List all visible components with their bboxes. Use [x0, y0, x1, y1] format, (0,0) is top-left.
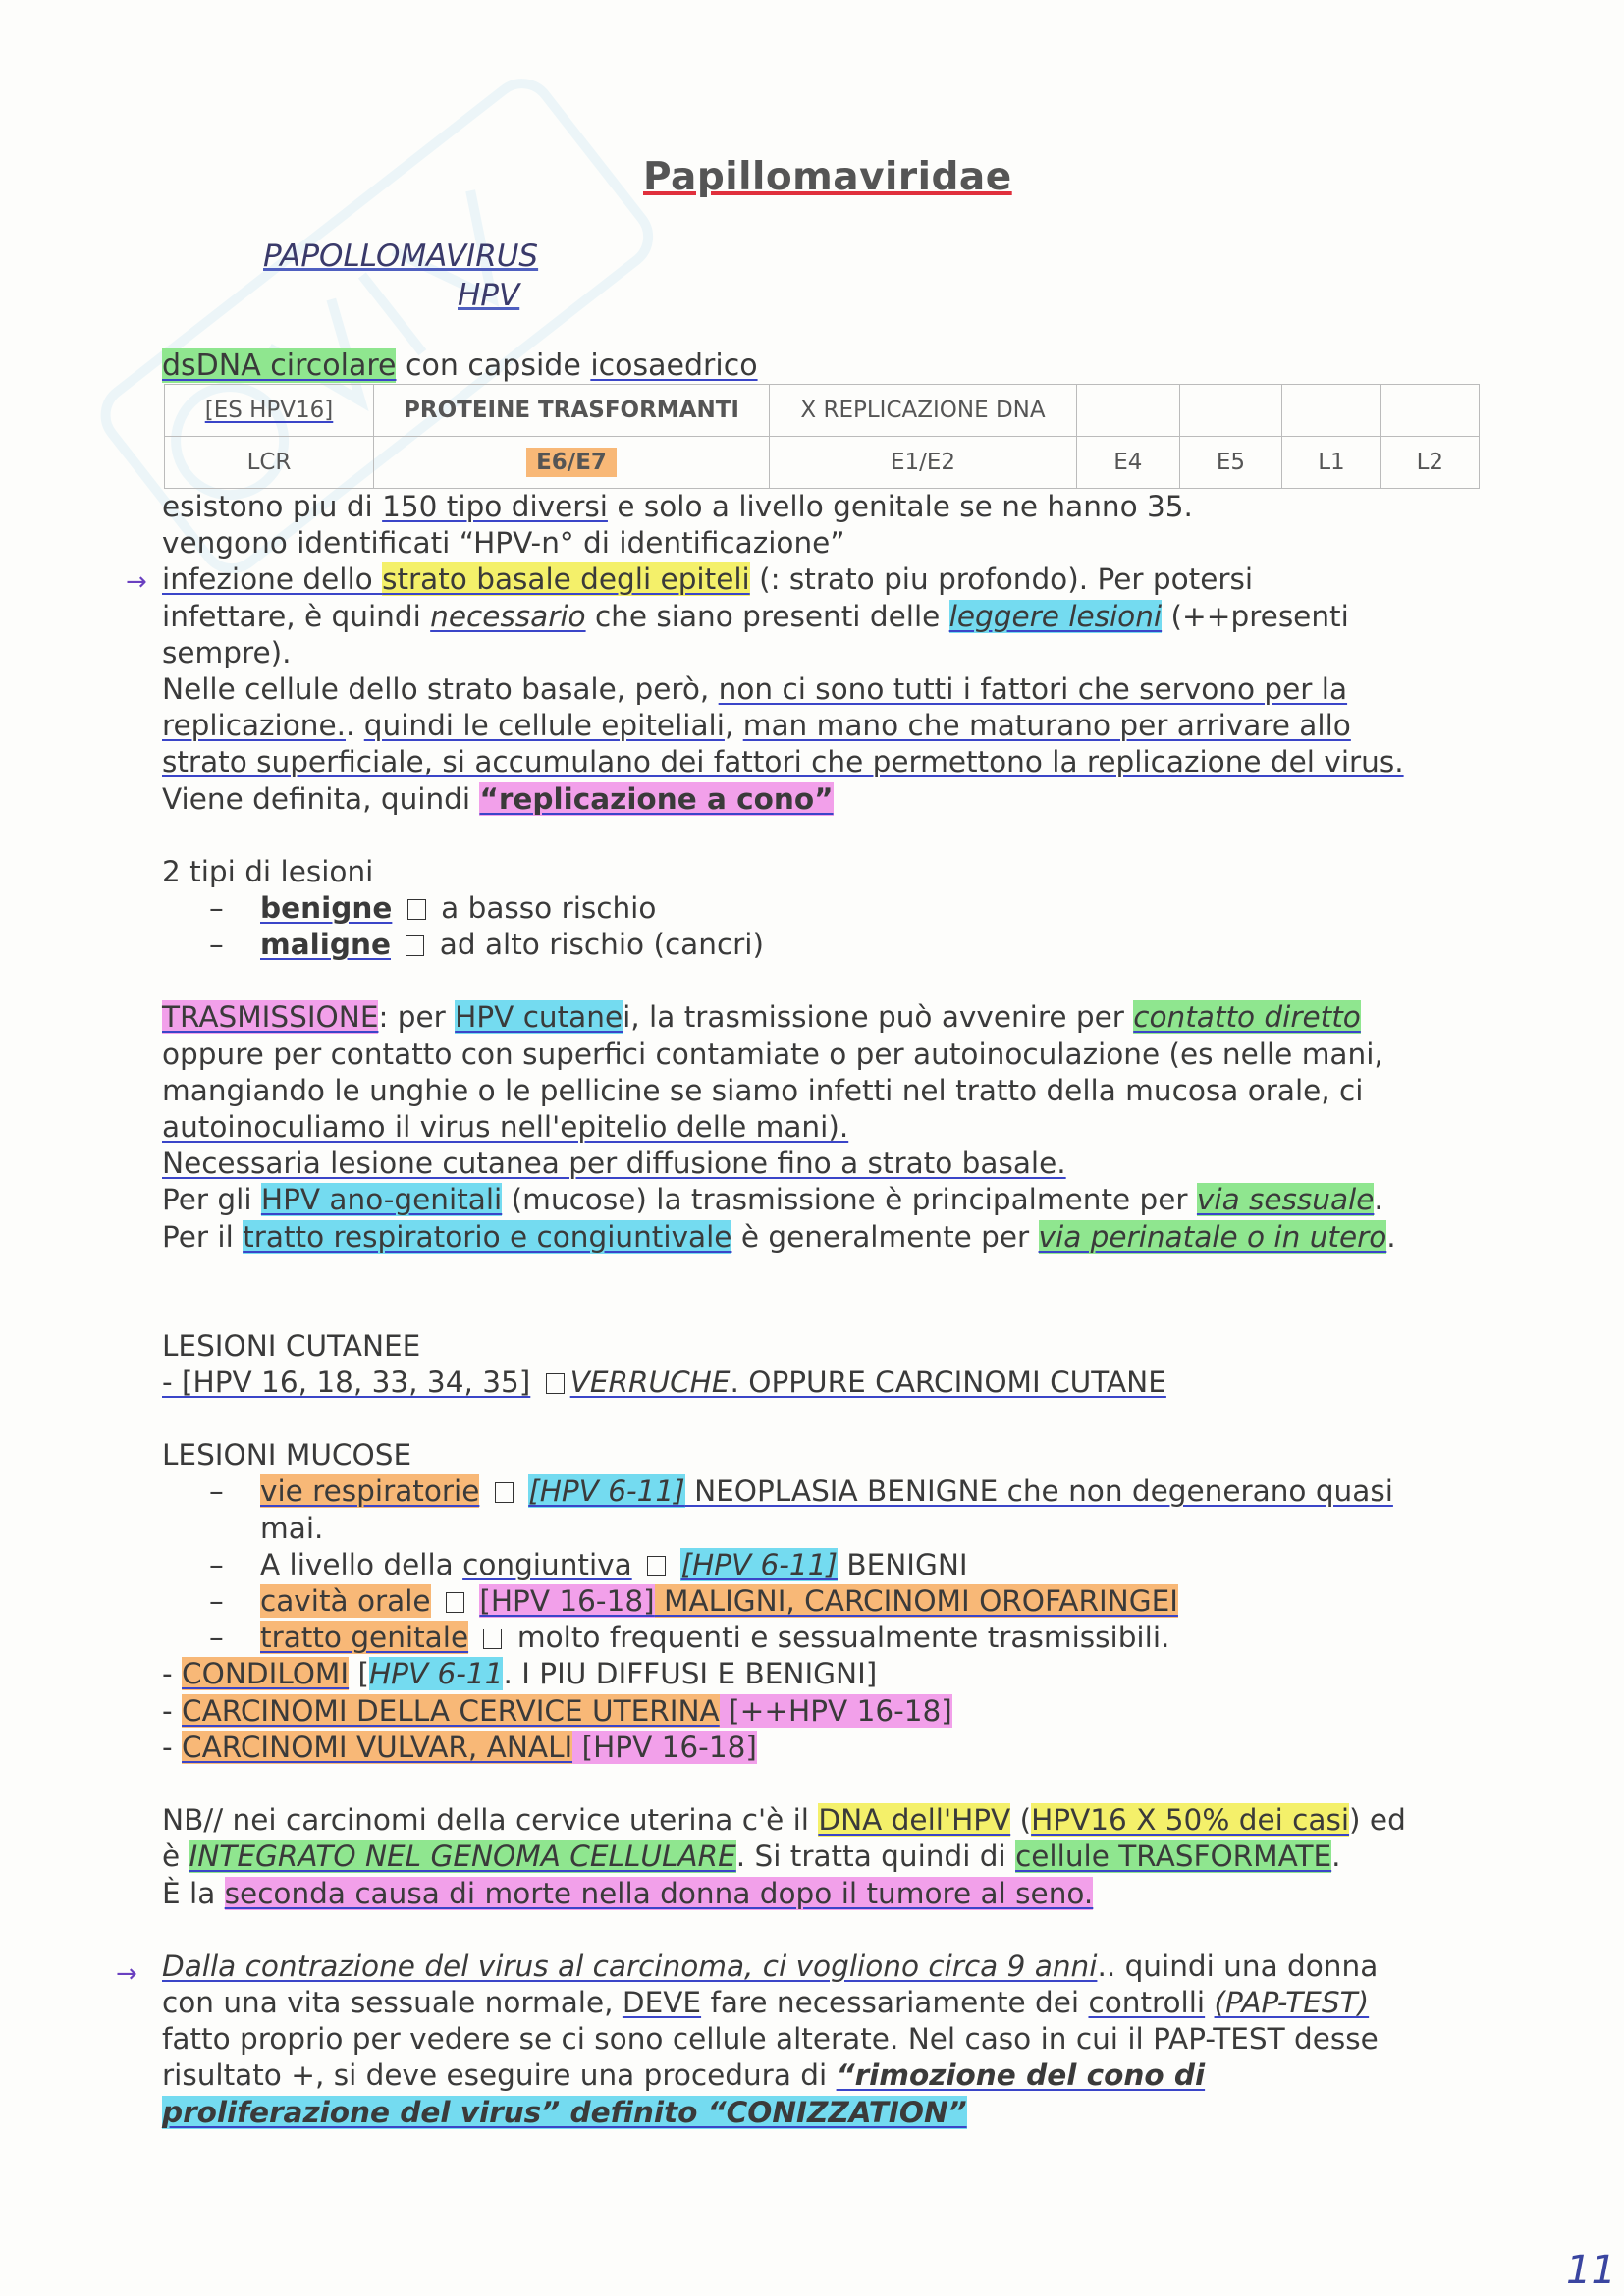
para-infection: infezione dello strato basale degli epiteli (: strato piu profondo). Per potersi	[162, 562, 1254, 597]
para-transmission: TRASMISSIONE: per HPV cutanei, la trasmissione può avvenire per contatto diretto	[162, 1000, 1361, 1035]
table-cell	[1077, 385, 1180, 437]
cutaneous-line: - [HPV 16, 18, 33, 34, 35] VERRUCHE. OPPURE CARCINOMI CUTANE	[162, 1365, 1166, 1400]
table-cell: PROTEINE TRASFORMANTI	[374, 385, 770, 437]
list-item: – A livello della congiuntiva [HPV 6-11] BENIGNI	[209, 1547, 968, 1581]
table-cell	[1380, 385, 1479, 437]
table-cell	[1282, 385, 1380, 437]
arrow-icon: →	[116, 1959, 137, 1989]
para-basal: Nelle cellule dello strato basale, però, non ci sono tutti i fattori che servono per la	[162, 672, 1348, 707]
list-item: – tratto genitale molto frequenti e sessualmente trasmissibili.	[209, 1621, 1170, 1655]
table-cell: X REPLICAZIONE DNA	[770, 385, 1077, 437]
intro-mid: con capside	[396, 348, 591, 383]
mucosal-heading: LESIONI MUCOSE	[162, 1438, 412, 1472]
lesions-heading: 2 tipi di lesioni	[162, 854, 374, 888]
table-cell: L2	[1380, 437, 1479, 489]
page-title: Papillomaviridae	[643, 155, 1012, 199]
virus-abbr: HPV	[458, 278, 520, 313]
table-row	[165, 385, 1480, 437]
page-number: 11	[1566, 2248, 1616, 2293]
table-cell: E1/E2	[770, 437, 1077, 489]
intro-icos: icosaedrico	[590, 348, 758, 383]
para-final: Dalla contrazione del virus al carcinoma, ci vogliono circa 9 anni.. quindi una donna	[162, 1949, 1379, 1983]
table-cell: LCR	[165, 437, 374, 489]
list-item: – vie respiratorie [HPV 6-11] NEOPLASIA BENIGNE che non degenerano quasi	[209, 1474, 1393, 1509]
para-types: esistono piu di 150 tipo diversi e solo a livello genitale se ne hanno 35.	[162, 490, 1193, 523]
notes-body: esistono piu di 150 tipo diversi e solo a livello genitale se ne hanno 35. vengono identificati “HPV-n° di identificazione” infezione dello strato basale degli epiteli (: strato piu profondo). Per potersi infettare, è quindi necessario che siano presenti delle leggere lesioni (++presenti sempre). Nelle cellule dello strato basale, però, non ci sono tutti i fattori che servono per la replicazione.. quindi le cellule epiteliali, man mano che maturano per arrivare allo strato superficiale, si accumulano dei fattori che permettono la replicazione del virus. Viene definita, quindi “replicazione a cono” 2 tipi di lesioni – benigne a basso rischio – maligne ad alto rischio (cancri) TRASMISSIONE: per HPV cutanei, la trasmissione può avvenire per contatto diretto oppure per contatto con superfici contamiate o per autoinoculazione (es nelle mani, mangiando le unghie o le pellicine se siamo infetti nel tratto della mucosa orale, ci autoinoculiamo il virus nell'epitelio delle mani). Necessaria lesione cutanea per diffusione fino a strato basale. Per gli HPV ano-genitali (mucose) la trasmissione è principalmente per via sessuale. Per il tratto respiratorio e congiuntivale è generalmente per via perinatale o in utero. LESIONI CUTANEE - [HPV 16, 18, 33, 34, 35] VERRUCHE. OPPURE CARCINOMI CUTANE LESIONI MUCOSE – vie respiratorie [HPV 6-11] NEOPLASIA BENIGNE che non degenerano quasi mai. – A livello della congiuntiva [HPV 6-11] BENIGNI – cavità orale [HPV 16-18] MALIGNI, CARCINOMI OROFARINGEI – tratto genitale molto frequenti e sessualmente trasmissibili. - CONDILOMI [HPV 6-11. I PIU DIFFUSI E BENIGNI] - CARCINOMI DELLA CERVICE UTERINA [++HPV 16-18] - CARCINOMI VULVAR, ANALI [HPV 16-18] NB// nei carcinomi della cervice uterina c'è il DNA dell'HPV (HPV16 X 50% dei casi) ed è INTEGRATO NEL GENOMA CELLULARE. Si tratta quindi di cellule TRASFORMATE. È la seconda causa di morte nella donna dopo il tumore al seno. Dalla contrazione del virus al carcinoma, ci vogliono circa 9 anni.. quindi una donna con una vita sessuale normale, DEVE fare necessariamente dei controlli (PAP-TEST) fatto proprio per vedere se ci sono cellule alterate. Nel caso in cui il PAP-TEST desse risultato +, si deve eseguire una procedura di “rimozione del cono di proliferazione del virus” definito “CONIZZATION”	[162, 489, 1497, 2131]
table-cell: [ES HPV16]	[165, 385, 374, 437]
table-cell: L1	[1282, 437, 1380, 489]
genus-name: PAPOLLOMAVIRUS	[263, 239, 539, 274]
table-row	[165, 437, 1480, 489]
arrow-icon: →	[126, 567, 147, 597]
table-cell: E5	[1179, 437, 1282, 489]
table-cell: E6/E7	[374, 437, 770, 489]
cutaneous-heading: LESIONI CUTANEE	[162, 1328, 421, 1362]
list-item: – maligne ad alto rischio (cancri)	[209, 928, 765, 962]
replicazione-cono: “replicazione a cono”	[479, 781, 834, 816]
intro-line	[162, 348, 758, 383]
genome-table	[164, 384, 1480, 489]
intro-dsdna: dsDNA circolare	[162, 348, 397, 383]
para-types-id: vengono identificati “HPV-n° di identificazione”	[162, 526, 845, 561]
table-cell: E4	[1077, 437, 1180, 489]
list-item: – cavità orale [HPV 16-18] MALIGNI, CARCINOMI OROFARINGEI	[209, 1584, 1178, 1619]
list-item: – benigne a basso rischio	[209, 891, 657, 926]
table-cell	[1179, 385, 1282, 437]
para-nb: NB// nei carcinomi della cervice uterina c'è il DNA dell'HPV (HPV16 X 50% dei casi) ed	[162, 1803, 1406, 1838]
